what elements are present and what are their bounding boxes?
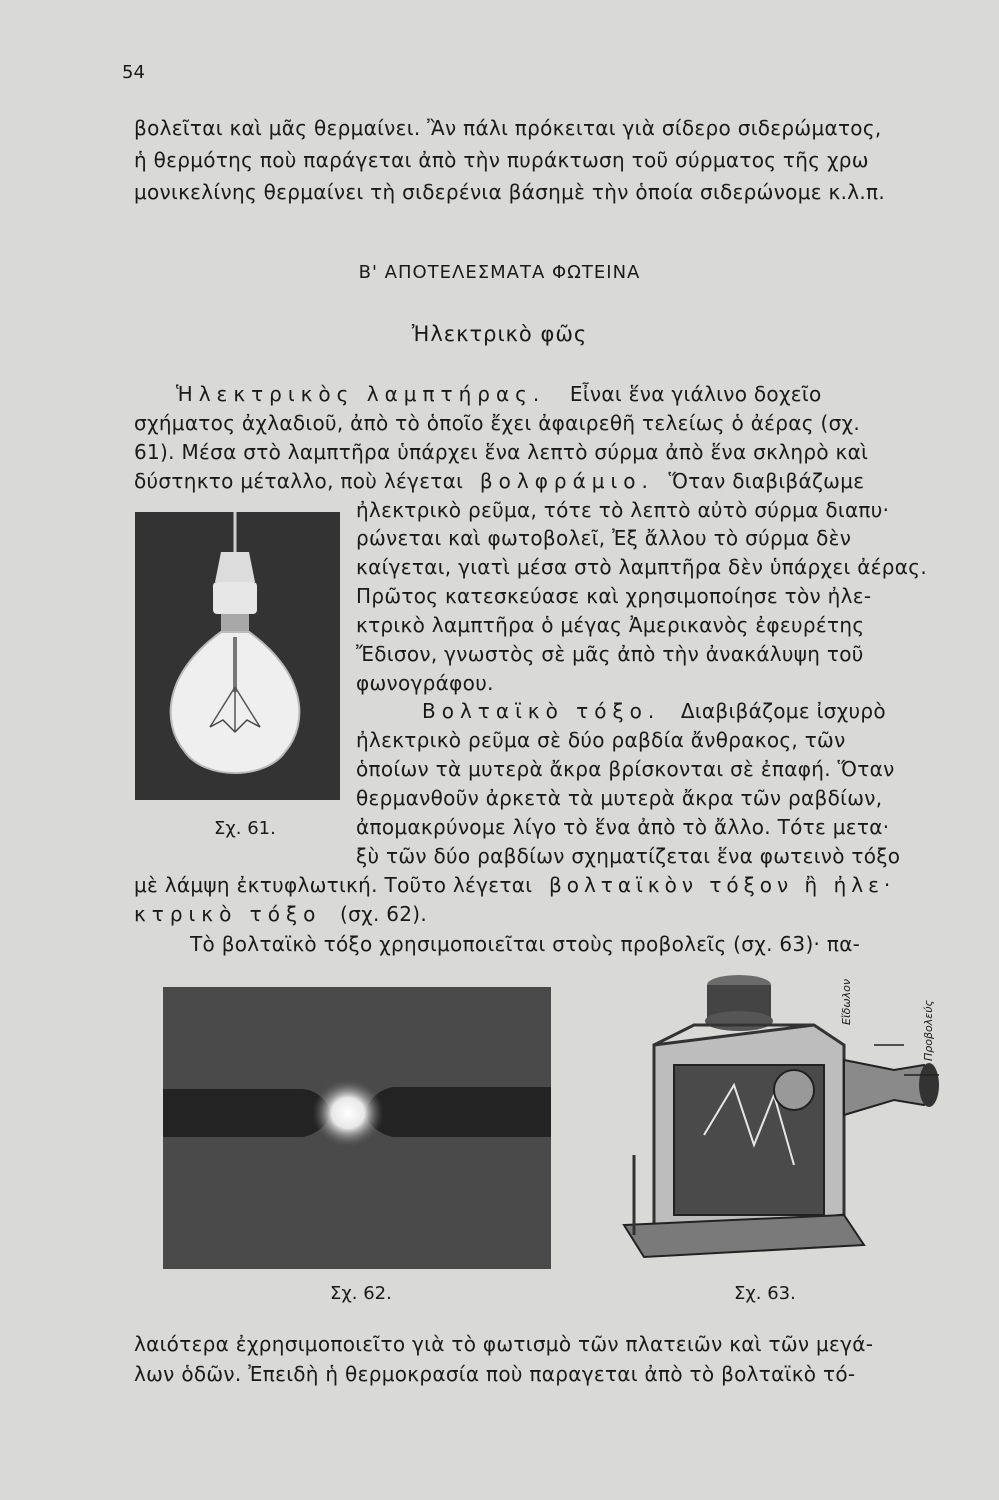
text-line: 61). Μέσα στὸ λαμπτῆρα ὑπάρχει ἕνα λεπτὸ σύρμα ἀπὸ ἕνα σκληρὸ καὶ: [134, 440, 869, 464]
text-line: λαιότερα ἐχρησιμοποιεῖτο γιὰ τὸ φωτισμὸ τῶν πλατειῶν καὶ τῶν μεγά-: [134, 1332, 874, 1356]
page-number: 54: [122, 62, 145, 83]
text-line: Ἔδισον, γνωστὸς σὲ μᾶς ἀπὸ τὴν ἀνακάλυψη τοῦ: [356, 642, 864, 666]
text-line: [134, 871, 895, 899]
text-line: [176, 380, 822, 408]
figure-63-projector: [604, 965, 956, 1265]
text-line: [422, 697, 886, 725]
text-span: δύστηκτο μέταλλο, ποὺ λέγεται: [134, 469, 464, 493]
text-span: μὲ λάμψη ἐκτυφλωτική. Τοῦτο λέγεται: [134, 873, 533, 897]
section-heading: Β' ΑΠΟΤΕΛΕΣΜΑΤΑ ΦΩΤΕΙΝΑ: [358, 262, 641, 283]
text-line: φωνογράφου.: [356, 671, 494, 695]
label-projector: Προβολεύς: [922, 999, 935, 1061]
projector-illustration: [604, 965, 956, 1265]
term-voltaic-arc-full: βολταϊκὸν τόξον ἢ ἠλε·: [548, 873, 896, 897]
text-line: ἡ θερμότης ποὺ παράγεται ἀπὸ τὴν πυράκτωση τοῦ σύρματος τῆς χρω: [134, 148, 869, 172]
term-voltaic-arc: Βολταϊκὸ τόξο.: [422, 699, 661, 723]
text-line: ὁποίων τὰ μυτερὰ ἄκρα βρίσκονται σὲ ἐπαφή. Ὅταν: [356, 757, 895, 781]
text-line: ἠλεκτρικὸ ρεῦμα, τότε τὸ λεπτὸ αὐτὸ σύρμα διαπυ·: [356, 498, 890, 522]
label-lens: Εἴδωλον: [840, 979, 853, 1025]
text-line: ξὺ τῶν δύο ραβδίων σχηματίζεται ἕνα φωτεινὸ τόξο: [356, 844, 901, 868]
text-line: βολεῖται καὶ μᾶς θερμαίνει. Ἂν πάλι πρόκειται γιὰ σίδερο σιδερώματος,: [134, 116, 882, 140]
lightbulb-illustration: [135, 512, 340, 800]
text-line: Πρῶτος κατεσκεύασε καὶ χρησιμοποίησε τὸν ἠλε-: [356, 584, 872, 608]
text-span: (σχ. 62).: [340, 902, 428, 926]
voltaic-arc-illustration: [163, 987, 551, 1269]
text-line: [134, 900, 427, 928]
term-electric-lamp: Ἡλεκτρικὸς λαμπτήρας.: [176, 382, 546, 406]
term-electric-arc: κτρικὸ τόξο: [134, 902, 322, 926]
figure-63-caption: Σχ. 63.: [734, 1283, 796, 1304]
text-span: Ὅταν διαβιβάζωμε: [668, 469, 865, 493]
text-line: καίγεται, γιατὶ μέσα στὸ λαμπτῆρα δὲν ὑπάρχει ἀέρας.: [356, 555, 927, 579]
figure-61-caption: Σχ. 61.: [214, 818, 276, 839]
text-line: κτρικὸ λαμπτῆρα ὁ μέγας Ἀμερικανὸς ἐφευρέτης: [356, 613, 865, 637]
text-line: Τὸ βολταϊκὸ τόξο χρησιμοποιεῖται στοὺς προβολεῖς (σχ. 63)· πα-: [190, 932, 861, 956]
figure-62-voltaic-arc: [163, 987, 551, 1269]
text-line: ἠλεκτρικὸ ρεῦμα σὲ δύο ραβδία ἄνθρακος, τῶν: [356, 728, 846, 752]
text-span: Εἶναι ἕνα γιάλινο δοχεῖο: [569, 382, 822, 406]
text-line: μονικελίνης θερμαίνει τὴ σιδερένια βάσημὲ τὴν ὁποία σιδερώνομε κ.λ.π.: [134, 180, 886, 204]
text-line: [134, 467, 864, 495]
text-span: Διαβιβάζομε ἰσχυρὸ: [680, 699, 886, 723]
text-line: θερμανθοῦν ἀρκετὰ τὰ μυτερὰ ἄκρα τῶν ραβδίων,: [356, 786, 883, 810]
text-line: σχήματος ἀχλαδιοῦ, ἀπὸ τὸ ὁποῖο ἔχει ἀφαιρεθῆ τελείως ὁ ἀέρας (σχ.: [134, 411, 861, 435]
figure-62-caption: Σχ. 62.: [330, 1283, 392, 1304]
text-line: ρώνεται καὶ φωτοβολεῖ, Ἐξ ἄλλου τὸ σύρμα δὲν: [356, 526, 852, 550]
term-tungsten: βολφράμιο.: [479, 469, 654, 493]
figure-61-lightbulb: [135, 512, 340, 800]
text-line: λων ὁδῶν. Ἐπειδὴ ἡ θερμοκρασία ποὺ παραγεται ἀπὸ τὸ βολταϊκὸ τό-: [134, 1362, 856, 1386]
subsection-heading: Ἠλεκτρικὸ φῶς: [411, 322, 588, 346]
text-line: ἀπομακρύνομε λίγο τὸ ἕνα ἀπὸ τὸ ἄλλο. Τότε μετα·: [356, 815, 890, 839]
